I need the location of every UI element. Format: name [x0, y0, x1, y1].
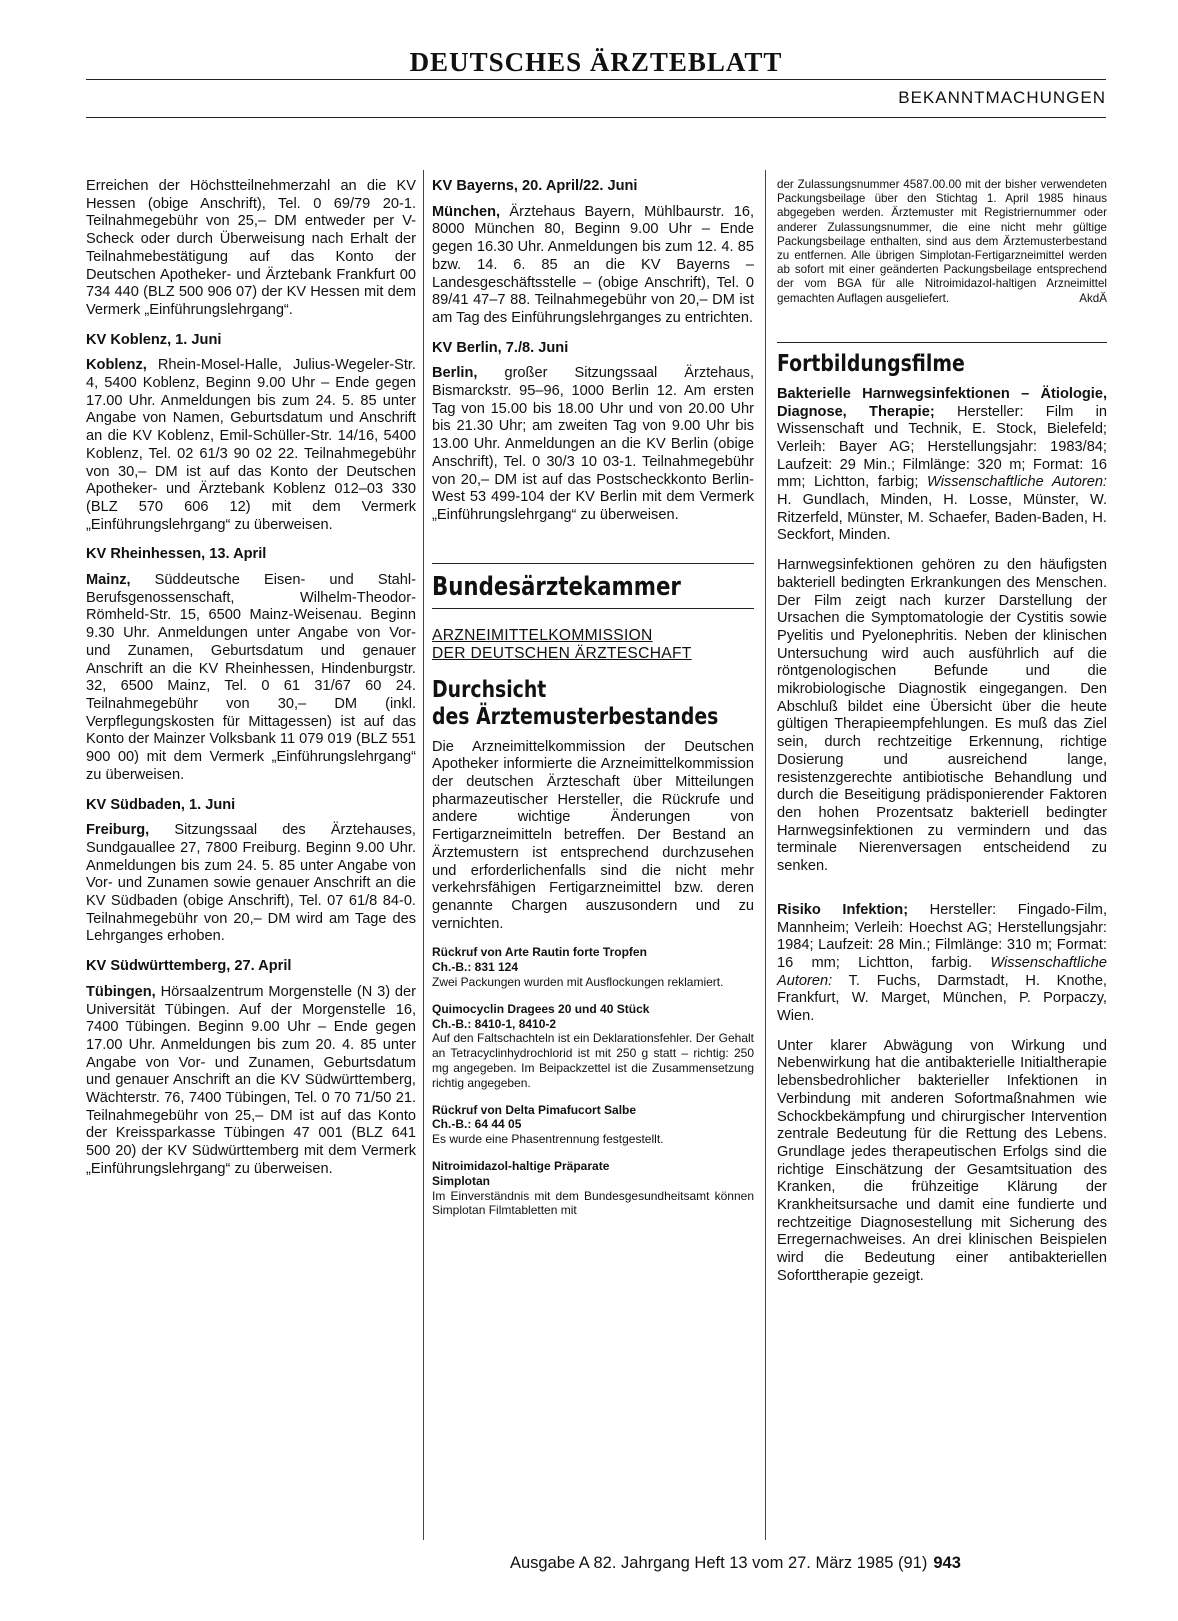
column-divider: [765, 170, 766, 1540]
intro-paragraph: Erreichen der Höchstteilnehmerzahl an die KV Hessen (obige Anschrift), Tel. 0 69/79 20-1. Teilnahmegebühr von 25,– DM entweder per V-Scheck oder durch Überweisung nach Erhalt der Teilnahmebestätigung auf das Konto der Deutschen Apotheker- und Ärztebank Frankfurt 00 734 440 (BLZ 500 906 07) der KV Hessen mit dem Vermerk „Einführungslehrgang“.: [86, 178, 416, 318]
authors-list: H. Gundlach, Minden, H. Losse, Münster, W. Ritzerfeld, Münster, M. Schaefer, Baden-Baden, H. Seckfort, Minden.: [777, 492, 1107, 544]
recall-item-batch: Ch.-B.: 64 44 05: [432, 1117, 522, 1132]
paragraph-text: Ärztehaus Bayern, Mühlbaurstr. 16, 8000 München 80, Beginn 9.00 Uhr – Ende gegen 16.30 Uhr. Anmeldungen bis zum 12. 4. 85 bzw. 14. 6. 85 an die KV Bayerns – Landesgeschäftsstelle – (obige Anschrift), Tel. 0 89/41 47–7 88. Teilnahmegebühr von 20,– DM ist am Tag des Einführungslehrganges zu entrichten.: [432, 203, 754, 326]
paragraph-kv-bayerns: [432, 204, 754, 328]
recall-item-title: Nitroimidazol-haltige Präparate: [432, 1158, 610, 1173]
heading-kv-berlin: KV Berlin, 7./8. Juni: [432, 339, 569, 356]
film-description: Harnwegsinfektionen gehören zu den häufigsten bakteriell bedingten Erkrankungen des Menschen. Der Film zeigt nach kurzer Darstellung der Ursachen die Symptomatologie der Cystitis sowie Pyelitis und Pyelonephritis. Neben der klinischen Untersuchung wird auch ausführlich auf die röntgenologischen Befunde und die mikrobiologische Diagnostik eingegangen. Den Abschluß bildet eine Übersicht über die heute gültigen Therapieempfehlungen. Es muß das Ziel sein, durch rechtzeitige Erkennung, richtige Dosierung und ausreichend lange, resistenzgerechte antibiotische Behandlung und durch die Beseitigung prädisponierender Faktoren den hohen Prozentsatz bakteriell bedingter Harnwegsinfektionen zu vermindern und das terminale Nierenversagen entscheidend zu senken.: [777, 557, 1107, 875]
paragraph-kv-berlin: [432, 365, 754, 524]
article-title: [432, 676, 719, 731]
recall-item-title: Rückruf von Delta Pimafucort Salbe: [432, 1102, 637, 1117]
spacer: [432, 537, 754, 557]
film-details: Hersteller: Film in Wissenschaft und Technik, E. Stock, Bielefeld; Verleih: Bayer AG; Herstellungsjahr: 1983/84; Laufzeit: 29 Min.; Filmlänge: 320 m; Format: 16 mm; Lichtton, farbig;: [777, 403, 1107, 491]
spacer: [777, 888, 1107, 902]
kicker-line: DER DEUTSCHEN ÄRZTESCHAFT: [432, 644, 692, 662]
recall-item-batch: Ch.-B.: 831 124: [432, 960, 519, 975]
film-description: Unter klarer Abwägung von Wirkung und Nebenwirkung hat die antibakterielle Initialtherapie lebensbedrohlicher bakterieller Infektionen in Verbindung mit anderen Sofortmaßnahmen wie Schockbekämpfung und chirurgischer Intervention zentrale Bedeutung für die Rettung des Lebens. Grundlage jedes therapeutischen Erfolgs sind die richtige Einschätzung der Gesamtsituation des Kranken, die frühzeitige Klärung der Krankheitsursache und damit eine fundierte und rechtzeitige Diagnosestellung mit Sicherung des Erregernachweises. An drei klinischen Beispielen wird die Bedeutung einer antibakteriellen Soforttherapie gezeigt.: [777, 1037, 1107, 1284]
section-rule: [777, 342, 1107, 343]
spacer: [777, 318, 1107, 336]
section-label: BEKANNTMACHUNGEN: [898, 88, 1106, 107]
signature: AkdÄ: [1079, 291, 1107, 305]
film-entry: [777, 902, 1107, 1026]
heading-kv-suedwuerttemberg: KV Südwürttemberg, 27. April: [86, 958, 292, 975]
recall-item-text: Auf den Faltschachteln ist ein Deklarationsfehler. Der Gehalt an Tetracyclinhydrochlorid ist mit 250 g statt – richtig: 250 mg angegeben. Im Beipackzettel ist die Zusammensetzung richtig angegeben.: [432, 1031, 754, 1090]
place-lead: Mainz,: [86, 572, 131, 589]
recall-item: [432, 1159, 754, 1218]
paragraph-text: der Zulassungsnummer 4587.00.00 mit der bisher verwendeten Packungsbeilage über den Stichtag 1. April 1985 hinaus abgegeben werden. Ärztemuster mit Registriernummer oder anderer Zulassungsnummer, die eine nicht mehr gültige Packungsbeilage enthalten, sind aus dem Ärztemusterbestand zu entfernen. Alle übrigen Simplotan-Fertigarzneimittel werden ab sofort mit einer geänderten Packungsbeilage entsprechend der vom BGA für alle Nitroimidazol-haltigen Arzneimittel gemachten Auflagen ausgeliefert.: [777, 178, 1107, 305]
continued-paragraph: [777, 178, 1107, 306]
recall-item-batch: Simplotan: [432, 1173, 491, 1188]
section-rule: [432, 563, 754, 564]
heading-kv-bayerns: KV Bayerns, 20. April/22. Juni: [432, 178, 638, 194]
film-details: Hersteller: Fingado-Film, Mannheim; Verleih: Hoechst AG; Herstellungsjahr: 1984; Laufzeit: 28 Min.; Filmlänge: 310 m; Format: 16 mm; Lichtton, farbig.: [777, 901, 1107, 971]
section-title-bundesaerztekammer: Bundesärztekammer: [432, 571, 681, 602]
film-entry: [777, 386, 1107, 545]
masthead-rule: [86, 79, 1106, 80]
place-lead: Freiburg,: [86, 822, 150, 839]
place-lead: Koblenz,: [86, 357, 147, 374]
paragraph-text: Süddeutsche Eisen- und Stahl-Berufsgenossenschaft, Wilhelm-Theodor-Römheld-Str. 15, 6500 Mainz-Weisenau. Beginn 9.30 Uhr. Anmeldungen unter Angabe von Vor- und Zunamen, Geburtsdatum und genauer Anschrift an die KV Rheinhessen, Hindenburgstr. 32, 6500 Mainz, Tel. 0 61 31/67 60 24. Teilnahmegebühr von 30,– DM (inkl. Verpflegungskosten für Mittagessen) ist auf das Konto der Mainzer Volksbank 11 079 019 (BLZ 551 900 00) mit dem Vermerk „Einführungslehrgang“ zu überweisen.: [86, 572, 416, 783]
column-2: [432, 178, 754, 1230]
paragraph-text: großer Sitzungssaal Ärztehaus, Bismarckstr. 95–96, 1000 Berlin 12. Am ersten Tag von 15.00 bis 18.00 Uhr und von 20.00 Uhr bis 21.30 Uhr; am zweiten Tag von 9.00 Uhr bis 13.00 Uhr. Anmeldungen an die KV Berlin (obige Anschrift), Tel. 0 30/3 10 03-1. Teilnahmegebühr von 20,– DM ist auf das Postscheckkonto Berlin-West 53 499-104 der KV Berlin mit dem Vermerk „Einführungslehrgang“ zu überweisen.: [432, 365, 754, 523]
paragraph-text: Sitzungssaal des Ärztehauses, Sundgauallee 27, 7800 Freiburg. Beginn 9.00 Uhr. Anmeldungen bis zum 24. 5. 85 unter Angabe von Vor- und Zunamen sowie genauer Anschrift an die KV Südbaden (obige Anschrift), Tel. 07 61/8 84-0. Teilnahmegebühr von 20,– DM wird am Tage des Lehrganges erhoben.: [86, 822, 416, 945]
film-title: Bakterielle Harnwegsinfektionen – Ätiologie, Diagnose, Therapie;: [777, 385, 1107, 420]
authors-label: Wissenschaftliche Autoren:: [927, 474, 1107, 491]
place-lead: Berlin,: [432, 365, 478, 382]
authors-list: T. Fuchs, Darmstadt, H. Knothe, Frankfurt, W. Marget, München, P. Porpaczy, Wien.: [777, 972, 1107, 1025]
paragraph-kv-koblenz: [86, 357, 416, 534]
recall-item-batch: Ch.-B.: 8410-1, 8410-2: [432, 1016, 557, 1031]
page-footer: [510, 1554, 961, 1573]
article-title-line: des Ärztemusterbestandes: [432, 703, 719, 730]
recall-item-title: Rückruf von Arte Rautin forte Tropfen: [432, 945, 647, 960]
section-rule: [432, 608, 754, 609]
paragraph-text: Rhein-Mosel-Halle, Julius-Wegeler-Str. 4, 5400 Koblenz, Beginn 9.00 Uhr – Ende gegen 17.00 Uhr. Anmeldungen bis zum 24. 5. 85 unter Angabe von Namen, Geburtsdatum und Anschrift an die KV Koblenz, Emil-Schüller-Str. 14/16, 5400 Koblenz, Tel. 02 61/3 90 02 22. Teilnahmegebühr von 30,– DM ist auf das Konto der Deutschen Apotheker- und Ärztebank Koblenz 012–03 330 (BLZ 570 606 12) mit dem Vermerk „Einführungslehrgang“ zu überweisen.: [86, 357, 416, 533]
column-divider: [423, 170, 424, 1540]
paragraph-kv-rheinhessen: [86, 572, 416, 784]
paragraph-kv-suedwuerttemberg: [86, 984, 416, 1179]
section-rule: [86, 117, 1106, 118]
recall-item: [432, 1103, 754, 1147]
article-kicker: [432, 627, 754, 663]
recall-item-title: Quimocyclin Dragees 20 und 40 Stück: [432, 1001, 650, 1016]
paragraph-text: Hörsaalzentrum Morgenstelle (N 3) der Universität Tübingen. Auf der Morgenstelle 16, 7400 Tübingen. Beginn 9.00 Uhr – Ende gegen 17.00 Uhr. Anmeldungen bis zum 20. 4. 85 unter Angabe von Vor- und Zunamen, Geburtsdatum und genauer Anschrift an die KV Südwürttemberg, Wächterstr. 76, 7400 Tübingen, Tel. 0 70 71/50 21. Teilnahmegebühr von 25,– DM ist auf das Konto der Kreissparkasse Tübingen 47 001 (BLZ 641 500 20) der KV Südwürttemberg mit dem Vermerk „Einführungslehrgang“ zu überweisen.: [86, 983, 416, 1177]
heading-kv-rheinhessen: KV Rheinhessen, 13. April: [86, 546, 267, 563]
recall-item: [432, 945, 754, 989]
section-title-fortbildungsfilme: Fortbildungsfilme: [777, 350, 965, 377]
column-3: [777, 178, 1107, 1298]
recall-item: [432, 1002, 754, 1091]
place-lead: Tübingen,: [86, 983, 156, 1000]
article-paragraph: Die Arzneimittelkommission der Deutschen Apotheker informierte die Arzneimittelkommission der deutschen Ärzteschaft über Mitteilungen pharmazeutischer Hersteller, die Rückrufe und andere wichtige Änderungen von Fertigarzneimitteln betreffen. Der Bestand an Ärztemustern ist entsprechend durchzusehen und erforderlichenfalls sind die nicht mehr verkehrsfähigen Fertigarzneimittel bzw. deren genannte Chargen auszusondern und zu vernichten.: [432, 738, 754, 932]
recall-item-text: Im Einverständnis mit dem Bundesgesundheitsamt können Simplotan Filmtabletten mit: [432, 1188, 754, 1218]
issue-info: Ausgabe A 82. Jahrgang Heft 13 vom 27. März 1985 (91): [510, 1554, 928, 1572]
masthead-title: DEUTSCHES ÄRZTEBLATT: [409, 47, 783, 77]
article-title-line: Durchsicht: [432, 676, 547, 703]
column-1: [86, 178, 416, 1191]
paragraph-kv-suedbaden: [86, 822, 416, 946]
recall-item-text: Zwei Packungen wurden mit Ausflockungen reklamiert.: [432, 974, 724, 989]
heading-kv-koblenz: KV Koblenz, 1. Juni: [86, 331, 222, 348]
kicker-line: ARZNEIMITTELKOMMISSION: [432, 626, 653, 644]
page-number: 943: [933, 1554, 961, 1572]
heading-kv-suedbaden: KV Südbaden, 1. Juni: [86, 796, 236, 813]
authors-label: Wissenschaftliche Autoren:: [777, 954, 1107, 989]
place-lead: München,: [432, 203, 501, 220]
recall-item-text: Es wurde eine Phasentrennung festgestellt.: [432, 1132, 664, 1147]
film-title: Risiko Infektion;: [777, 901, 909, 918]
